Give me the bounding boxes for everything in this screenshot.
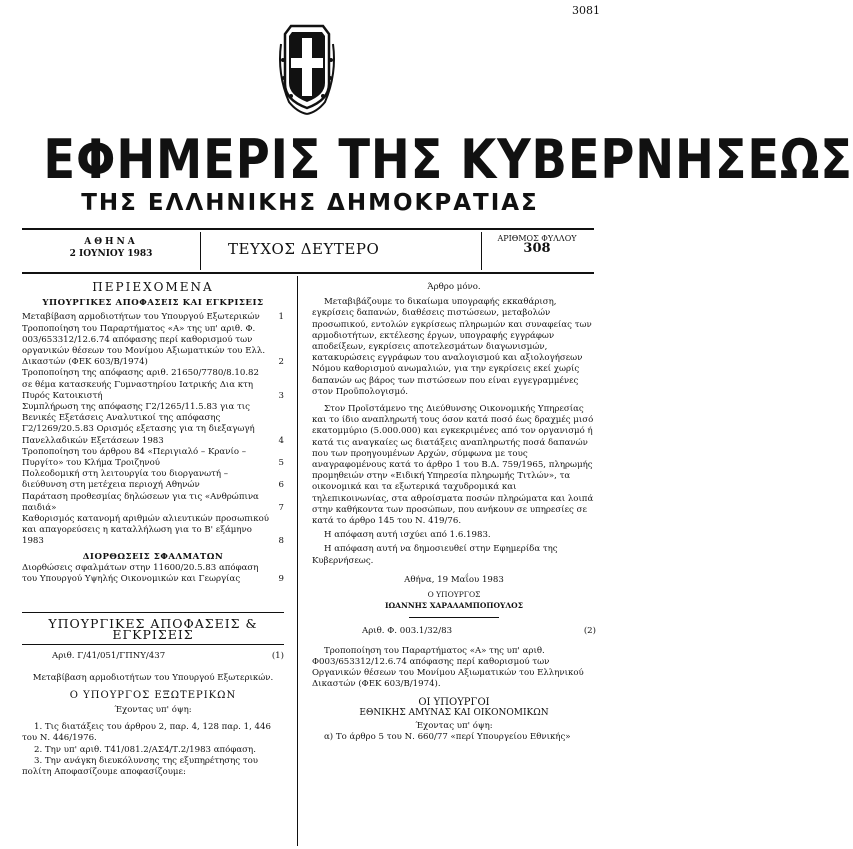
contents-entry-text: Μεταβίβαση αρμοδιοτήτων του Υπουργού Εξωτερικών (22, 312, 260, 323)
contents-entry-text: Συμπλήρωση της απόφασης Γ2/1265/11.5.83 για τις Βενικές Εξετάσεις Αναλυτικοί της απόφασης Γ2/1269/20.5.83 Ορισμός εξετασης για τη διεξαγωγή Πανελλαδικών Εξετάσεων 1983 (22, 402, 255, 446)
decision-1-p3: 3. Την ανάγκη διευκόλυνσης της εξυπηρέτησης του πολίτη Αποφασίζουμε αποφασίζουμε: (22, 755, 258, 778)
contents-list-2 (22, 563, 284, 585)
decision-2-authority-a: ΟΙ ΥΠΟΥΡΓΟΙ (418, 696, 490, 708)
contents-entry (22, 447, 284, 469)
decision-2-number: Αριθ. Φ. 003.1/32/83 (362, 626, 453, 637)
contents-entry (22, 563, 284, 585)
contents-entry (22, 368, 284, 402)
contents-entry-text: Τροποποίηση της απόφασης αριθ. 21650/7780/8.10.82 σε θέμα κατασκευής Γυμναστηρίου Ιατρικής Δια κτη Πυρός Κατοικιστή (22, 368, 259, 401)
decision-1-p2: 2. Την υπ' αριθ. Τ41/081.2/ΑΣ4/Τ.2/1983 απόφαση. (34, 744, 256, 755)
contents-entry-page: 4 (278, 435, 284, 446)
contents-entry (22, 492, 284, 514)
minister-name: ΙΩΑΝΝΗΣ ΧΑΡΑΛΑΜΠΟΠΟΥΛΟΣ (385, 601, 523, 611)
decision-2-authority-b: ΕΘΝΙΚΗΣ ΑΜΥΝΑΣ ΚΑΙ ΟΙΚΟΝΟΜΙΚΩΝ (359, 707, 549, 718)
contents-entry-page: 1 (278, 312, 284, 323)
right-p4: Η απόφαση αυτή να δημοσιευθεί στην Εφημερίδα της Κυβερνήσεως. (312, 544, 558, 566)
contents-section-1: ΥΠΟΥΡΓΙΚΕΣ ΑΠΟΦΑΣΕΙΣ ΚΑΙ ΕΓΚΡΙΣΕΙΣ (42, 298, 264, 309)
sheet-label: ΑΡΙΘΜΟΣ ΦΥΛΛΟΥ (497, 234, 577, 243)
header-rule-bottom (22, 272, 594, 274)
contents-list (22, 312, 284, 547)
place-date: Αθήνα, 19 Μαΐου 1983 (404, 574, 504, 585)
contents-entry-page: 2 (278, 357, 284, 368)
right-p1: Μεταβιβάζουμε το δικαίωμα υπογραφής εκκαθάριση, εγκρίσεις δαπανών, διαθέσεις πιστώσεων, μεταβολών προσωπικού, εντολών εγκρίσεως πληρωμών και συναφείας των αρμοδιοτήτων, εκτέλεσης έργων, υπογραφής εγγράφων αποδείξεων, εγκρίσεις αποτελεσμάτων διαγωνισμών, κατακυρώσεις εγγράφων του αναλογισμού και αξιολογήσεων Νόμου καθορισμού ανωμαλιών, για την εγκρίσεις εκεί χωρίς δαπανών ως βάρος των πιστώσεων που είναι εγγεγραμμένες στον Προϋπολογισμό. (312, 297, 592, 397)
decision-1-number: Αριθ. Γ/41/051/ΓΠΝΥ/437 (52, 651, 166, 662)
page-number: 3081 (572, 4, 600, 17)
contents-entry-page: 6 (278, 480, 284, 491)
header-place-date (22, 236, 200, 260)
contents-entry (22, 312, 284, 323)
header-rule-top (22, 228, 594, 230)
header-issue: ΤΕΥΧΟΣ ΔΕΥΤΕΡΟ (228, 240, 380, 258)
contents-entry-text: Διορθώσεις σφαλμάτων στην 11600/20.5.83 απόφαση του Υπουργού Υψηλής Οικονομικών και Γεωργίας (22, 562, 259, 585)
contents-entry-text: Τροποποίηση του Παραρτήματος «Α» της υπ' αριθ. Φ. 003/653312/12.6.74 απόφασης περί καθορισμού των οργανικών θέσεων του Μονίμου Αξιωματικών του Ελλ. Δικαστών (ΦΕΚ 603/Β/1974) (22, 323, 266, 368)
header-sheet (480, 234, 594, 254)
decision-2-header (312, 626, 596, 637)
decision-2-tag: (2) (583, 626, 596, 637)
decision-1-title: Μεταβίβαση αρμοδιοτήτων του Υπουργού Εξωτερικών. (32, 672, 274, 683)
contents-entry-text: Καθορισμός κατανομή αριθμών αλιευτικών προσωπικού και απαγορεύσεις η καταλλήλωση για το Β' εξάμηνο 1983 (22, 514, 269, 547)
contents-entry-page: 8 (278, 536, 284, 547)
contents-entry (22, 402, 284, 447)
contents-entry-text: Τροποποίηση του άρθρου 84 «Περιγιαλό – Κρανίο – Πυργίτο» του Κλήμα Τροιζηνού (22, 446, 247, 469)
contents-entry-page: 7 (278, 502, 284, 513)
contents-entry (22, 324, 284, 369)
article-heading: Άρθρο μόνο. (427, 282, 481, 292)
contents-entry-page: 9 (278, 574, 284, 585)
sheet-number: 308 (523, 241, 551, 256)
decision-1-tag: (1) (271, 651, 284, 662)
left-rule-1 (22, 612, 284, 613)
masthead-subtitle: ΤΗΣ ΕΛΛΗΝΙΚΗΣ ΔΗΜΟΚΡΑΤΙΑΣ (81, 190, 539, 216)
decision-2-having: Έχοντας υπ' όψη: (415, 720, 493, 731)
decision-1-having: Έχοντας υπ' όψη: (114, 705, 192, 716)
contents-entry-page: 5 (278, 458, 284, 469)
contents-entry (22, 514, 284, 548)
right-p3: Η απόφαση αυτή ισχύει από 1.6.1983. (324, 530, 491, 541)
minister-title: Ο ΥΠΟΥΡΓΟΣ (427, 590, 481, 600)
contents-entry-page: 3 (278, 390, 284, 401)
right-p5: α) Το άρθρο 5 του Ν. 660/77 «περί Υπουργείου Εθνικής» (324, 732, 571, 743)
contents-entry (22, 469, 284, 491)
header-city: ΑΘΗΝΑ (84, 237, 138, 247)
left-decision (22, 618, 284, 778)
contents-block (22, 282, 284, 585)
header-date: 2 ΙΟΥΝΙΟΥ 1983 (69, 249, 153, 259)
decision-1-header (22, 651, 284, 662)
contents-section-2: ΔΙΟΡΘΩΣΕΙΣ ΣΦΑΛΜΑΤΩΝ (82, 551, 224, 562)
masthead-title: ΕΦΗΜΕΡΙΣ ΤΗΣ ΚΥΒΕΡΝΗΣΕΩΣ (43, 128, 853, 191)
contents-title: ΠΕΡΙΕΧΟΜΕΝΑ (92, 280, 214, 294)
decisions-heading: ΥΠΟΥΡΓΙΚΕΣ ΑΠΟΦΑΣΕΙΣ & ΕΓΚΡΙΣΕΙΣ (48, 616, 258, 643)
contents-entry-text: Πολεοδομική στη λειτουργία του διοργανωτή – διεύθυνση στη μετέχεια περιοχή Αθηνών (22, 469, 229, 491)
decision-1-p1: 1. Τις διατάξεις του άρθρου 2, παρ. 4, 128 παρ. 1, 446 του Ν. 446/1976. (22, 722, 271, 744)
coat-of-arms-icon (275, 14, 339, 116)
decision-1-authority: Ο ΥΠΟΥΡΓΟΣ ΕΞΩΤΕΡΙΚΩΝ (69, 689, 237, 701)
right-p2: Στον Προϊστάμενο της Διεύθυνσης Οικονομικής Υπηρεσίας και το ίδιο αναπληρωτή τους όσον κατά ποσό έως δραχμές μισό εκατομμύριο (5.000.000) και εγκεκριμένες από τον οργανισμό ή κατά τις αναγκαίες ως διατάξεις αναπληρωτής ποσά δαπανών που των προηγουμένων Αρχών, σύμφωνα με τους αναγραφομένους κατά το άρθρο 1 του Β.Δ. 759/1965, πληρωμής προμηθειών στην «Ειδική Υπηρεσία πληρωμής Τιτλών», τα οικονομικά και τα εξωτερικά ταχυδρομικά και τηλεπικοινωνίας, στα αθροίσματα ποσών πληρώματα και λοιπά στην καθήκοντα των προσώπων, που ανήκουν σε υπηρεσίες σε κατά το άρθρο 145 του Ν. 419/76. (312, 404, 594, 527)
decision-2-title: Τροποποίηση του Παραρτήματος «Α» της υπ' αριθ. Φ003/653312/12.6.74 απόφασης περί καθορισμού των Οργανικών θέσεων του Μονίμου Αξιωματικών του Ελληνικού Δικαστών (ΦΕΚ 603/Β/1974). (312, 645, 584, 690)
column-divider (297, 276, 298, 846)
right-decision (312, 282, 596, 743)
contents-entry-text: Παράταση προθεσμίας δηλώσεων για τις «Ανθρώπινα παιδιά» (22, 491, 259, 513)
